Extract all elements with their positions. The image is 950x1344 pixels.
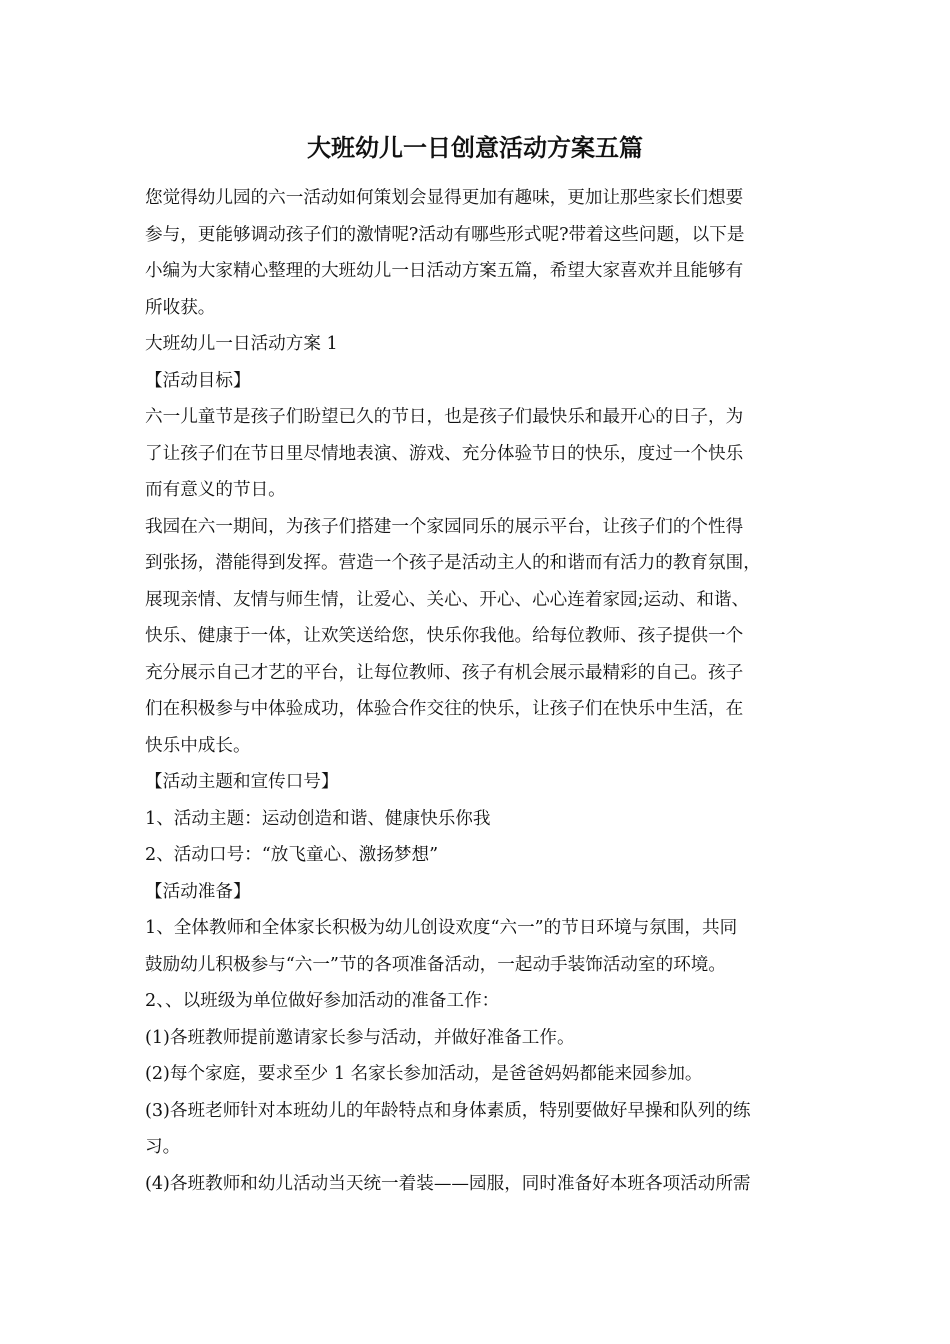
section-heading: 【活动主题和宣传口号】 <box>145 772 339 792</box>
section-heading: 大班幼儿一日活动方案 1 <box>145 334 338 354</box>
text-line: 所收获。 <box>145 297 216 318</box>
list-item: (4)各班教师和幼儿活动当天统一着装——园服，同时准备好本班各项活动所需 <box>145 1173 751 1194</box>
text-line: 鼓励幼儿积极参与“六一”节的各项准备活动，一起动手装饰活动室的环境。 <box>145 954 726 975</box>
list-item: (3)各班老师针对本班幼儿的年龄特点和身体素质，特别要做好早操和队列的练 <box>145 1100 751 1121</box>
text-line: 您觉得幼儿园的六一活动如何策划会显得更加有趣味，更加让那些家长们想要 <box>145 188 744 208</box>
text-line: 展现亲情、友情与师生情，让爱心、关心、开心、心心连着家园;运动、和谐、 <box>145 589 750 610</box>
list-item: 1、全体教师和全体家长积极为幼儿创设欢度“六一”的节日环境与氛围，共同 <box>145 918 738 938</box>
list-item: (1)各班教师提前邀请家长参与活动，并做好准备工作。 <box>145 1027 575 1048</box>
text-line: 快乐中成长。 <box>145 735 251 756</box>
text-line: 到张扬，潜能得到发挥。营造一个孩子是活动主人的和谐而有活力的教育氛围， <box>145 553 761 573</box>
list-item: (2)每个家庭，要求至少 1 名家长参加活动，是爸爸妈妈都能来园参加。 <box>145 1064 703 1084</box>
text-line: 六一儿童节是孩子们盼望已久的节日，也是孩子们最快乐和最开心的日子，为 <box>145 407 744 427</box>
text-line: 习。 <box>145 1137 181 1157</box>
text-line: 充分展示自己才艺的平台，让每位教师、孩子有机会展示最精彩的自己。孩子 <box>145 662 744 683</box>
section-heading: 【活动目标】 <box>145 370 251 391</box>
text-line: 们在积极参与中体验成功，体验合作交往的快乐，让孩子们在快乐中生活，在 <box>145 699 744 719</box>
list-item: 2、、以班级为单位做好参加活动的准备工作： <box>145 991 500 1011</box>
text-line: 我园在六一期间，为孩子们搭建一个家园同乐的展示平台，让孩子们的个性得 <box>145 516 744 537</box>
document-body <box>145 180 821 1202</box>
list-item: 1、活动主题：运动创造和谐、健康快乐你我 <box>145 808 491 829</box>
text-line: 参与，更能够调动孩子们的激情呢?活动有哪些形式呢?带着这些问题，以下是 <box>145 224 745 245</box>
text-line: 小编为大家精心整理的大班幼儿一日活动方案五篇，希望大家喜欢并且能够有 <box>145 261 744 281</box>
text-line: 了让孩子们在节日里尽情地表演、游戏、充分体验节日的快乐，度过一个快乐 <box>145 443 744 464</box>
document-title: 大班幼儿一日创意活动方案五篇 <box>307 133 643 162</box>
text-line: 而有意义的节日。 <box>145 480 286 500</box>
text-line: 快乐、健康于一体，让欢笑送给您，快乐你我他。给每位教师、孩子提供一个 <box>145 626 744 646</box>
section-heading: 【活动准备】 <box>145 881 251 902</box>
list-item: 2、活动口号：“放飞童心、激扬梦想” <box>145 845 439 865</box>
